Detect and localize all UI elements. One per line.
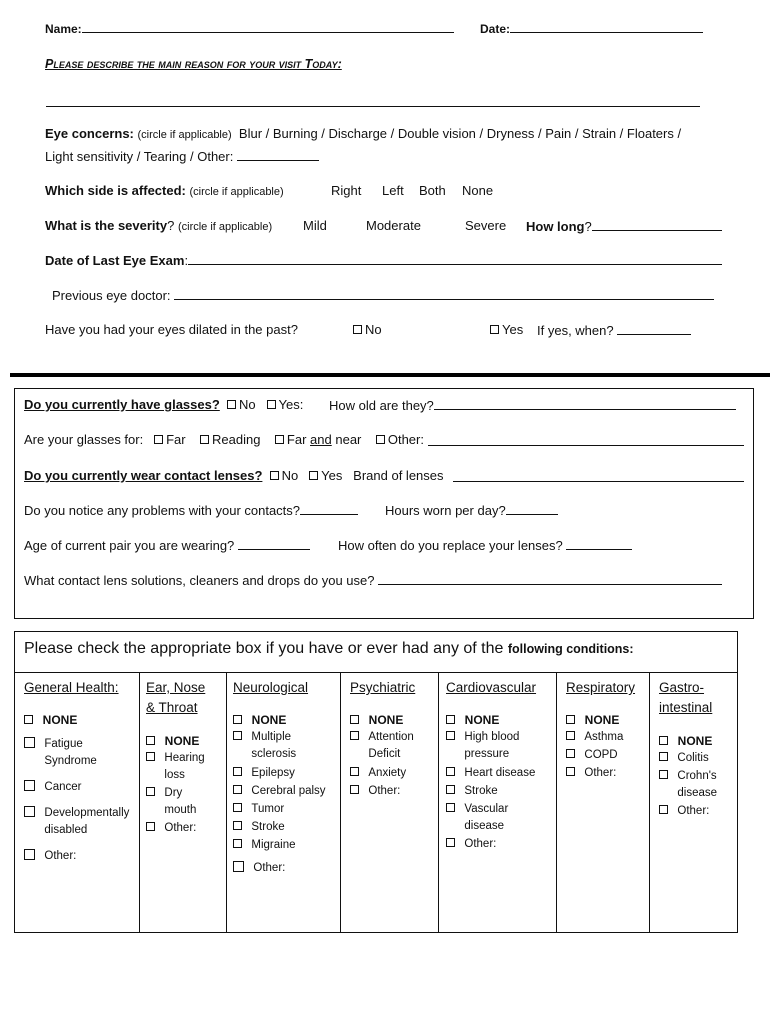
condition-label: Syndrome: [44, 755, 97, 767]
resp-none[interactable]: [566, 712, 619, 729]
condition-label-group: [368, 729, 413, 763]
conditions-table: [14, 631, 738, 933]
replace-field[interactable]: [338, 537, 632, 553]
checkbox-icon[interactable]: [200, 435, 209, 444]
checkbox-icon[interactable]: [376, 435, 385, 444]
checkbox-icon[interactable]: [566, 715, 575, 724]
contacts-question: Do you currently wear contact lenses?: [24, 468, 263, 483]
col-cardio-head: Cardiovascular: [446, 680, 537, 695]
eye-concerns-note: (circle if applicable): [137, 129, 232, 141]
condition-label-group: [164, 785, 196, 819]
eye-concerns-options[interactable]: Blur / Burning / Discharge / Double vision / Dryness / Pain / Strain / Floaters /: [238, 126, 682, 141]
col-ent-head: [146, 678, 205, 718]
condition-label-group: [44, 805, 129, 839]
glasses-for-label: Are your glasses for:: [24, 432, 144, 447]
ent-dry-mouth[interactable]: [146, 785, 196, 819]
general-fatigue[interactable]: [24, 736, 97, 770]
checkbox-icon[interactable]: [659, 805, 668, 814]
condition-label: NONE: [42, 713, 78, 727]
dilated-when-field[interactable]: [537, 322, 691, 338]
checkbox-icon[interactable]: [233, 821, 242, 830]
condition-label: Multiple: [251, 731, 292, 743]
reason-line[interactable]: [46, 94, 700, 107]
side-label: Which side is affected: [45, 183, 182, 198]
condition-label: Fatigue: [44, 738, 83, 750]
checkbox-icon[interactable]: [154, 435, 163, 444]
severity-label: What is the severity: [45, 218, 168, 233]
name-label: Name:: [45, 22, 82, 36]
neuro-tumor[interactable]: [233, 801, 284, 818]
name-field[interactable]: [45, 20, 454, 36]
resp-other[interactable]: [566, 765, 616, 782]
psych-attention-deficit[interactable]: [350, 729, 414, 763]
condition-label: Other:: [253, 862, 286, 874]
checkbox-icon[interactable]: [353, 325, 362, 334]
side-note: (circle if applicable): [189, 186, 284, 198]
checkbox-icon[interactable]: [270, 471, 279, 480]
date-label: Date:: [480, 22, 511, 36]
condition-label: Other:: [164, 822, 197, 834]
checkbox-icon[interactable]: [446, 731, 455, 740]
glasses-for-far-near[interactable]: Far and near: [286, 432, 362, 447]
condition-label: pressure: [464, 748, 510, 760]
checkbox-icon[interactable]: [350, 731, 359, 740]
condition-label: sclerosis: [251, 748, 297, 760]
how-long-field[interactable]: How long?: [526, 218, 722, 234]
gi-other[interactable]: [659, 803, 709, 820]
condition-label: Anxiety: [368, 767, 407, 779]
checkbox-icon[interactable]: [446, 838, 455, 847]
neuro-epilepsy[interactable]: [233, 765, 295, 782]
condition-label-group: [164, 750, 204, 784]
glasses-for-row: [24, 432, 424, 447]
contacts-no[interactable]: No: [281, 468, 299, 483]
checkbox-icon[interactable]: [146, 787, 155, 796]
last-exam-label: Date of Last Eye Exam: [45, 253, 185, 268]
condition-label-group: [251, 729, 296, 763]
ent-other[interactable]: [146, 820, 196, 837]
checkbox-icon[interactable]: [24, 806, 35, 817]
checkbox-icon[interactable]: [233, 785, 242, 794]
severity-severe[interactable]: Severe: [465, 218, 507, 233]
condition-label: Other:: [44, 850, 77, 862]
gi-colitis[interactable]: [659, 750, 709, 767]
previous-doctor-line[interactable]: [174, 287, 714, 300]
resp-copd[interactable]: [566, 747, 618, 764]
dilated-when-label: If yes, when?: [537, 323, 614, 338]
section-divider: [10, 373, 770, 377]
col-psych-head: Psychiatric: [350, 680, 416, 695]
checkbox-icon[interactable]: [566, 767, 575, 776]
condition-label: Asthma: [584, 731, 624, 743]
column-divider: [649, 672, 650, 932]
side-none[interactable]: None: [462, 183, 494, 198]
condition-label: mouth: [164, 804, 197, 816]
col-gi-head: [659, 678, 712, 718]
condition-label: Developmentally: [44, 807, 130, 819]
glasses-for-other[interactable]: Other:: [387, 432, 424, 447]
contacts-problems-label: Do you notice any problems with your contacts?: [24, 503, 301, 518]
severity-note: (circle if applicable): [177, 221, 273, 233]
condition-label: intestinal: [659, 700, 713, 715]
contacts-problems-field[interactable]: [24, 502, 358, 518]
date-field[interactable]: [480, 20, 703, 36]
general-developmental[interactable]: [24, 805, 129, 839]
dilated-no[interactable]: No: [353, 322, 382, 337]
gi-none[interactable]: [659, 733, 712, 750]
neuro-cerebral-palsy[interactable]: [233, 783, 326, 800]
checkbox-icon[interactable]: [490, 325, 499, 334]
table-header-divider: [15, 672, 737, 673]
previous-doctor-label: Previous eye doctor:: [52, 288, 171, 303]
glasses-yes[interactable]: Yes:: [278, 397, 304, 412]
condition-label: NONE: [251, 713, 287, 727]
cardio-other[interactable]: [446, 836, 496, 853]
checkbox-icon[interactable]: [24, 737, 35, 748]
checkbox-icon[interactable]: [446, 785, 455, 794]
eye-concerns-options-2[interactable]: Light sensitivity / Tearing / Other:: [45, 149, 234, 164]
last-exam-line[interactable]: [188, 252, 722, 265]
neuro-none[interactable]: [233, 712, 286, 729]
cardio-none[interactable]: [446, 712, 499, 729]
checkbox-icon[interactable]: [566, 731, 575, 740]
checkbox-icon[interactable]: [233, 839, 242, 848]
glasses-no[interactable]: No: [239, 397, 256, 412]
checkbox-icon[interactable]: [350, 715, 359, 724]
checkbox-icon[interactable]: [309, 471, 318, 480]
brand-label: Brand of lenses: [353, 468, 444, 483]
checkbox-icon[interactable]: [350, 767, 359, 776]
solutions-label: What contact lens solutions, cleaners and drops do you use?: [24, 573, 375, 588]
contacts-row: [24, 468, 444, 483]
condition-label: Other:: [677, 805, 710, 817]
cardio-stroke[interactable]: [446, 783, 498, 800]
condition-label: Other:: [584, 767, 617, 779]
column-divider: [556, 672, 557, 932]
hours-label: Hours worn per day?: [385, 503, 506, 518]
severity-row: What is the severity? (circle if applicable): [45, 218, 273, 233]
pair-age-label: Age of current pair you are wearing?: [24, 538, 235, 553]
condition-label-group: [464, 729, 519, 763]
condition-label: Dry: [164, 787, 183, 799]
contacts-problems-line[interactable]: [300, 502, 358, 515]
ent-hearing-loss[interactable]: [146, 750, 205, 784]
condition-label: disease: [677, 787, 718, 799]
col-resp-head: Respiratory: [566, 680, 636, 695]
side-left[interactable]: Left: [382, 183, 404, 198]
condition-label: Other:: [464, 838, 497, 850]
glasses-age-line[interactable]: [434, 397, 736, 410]
psych-none[interactable]: [350, 712, 403, 729]
condition-label: High blood: [464, 731, 520, 743]
side-row: Which side is affected: (circle if applicable): [45, 183, 284, 198]
checkbox-icon[interactable]: [233, 715, 242, 724]
condition-label: Vascular: [464, 803, 509, 815]
eye-concerns-label: Eye concerns: [45, 126, 130, 141]
condition-label: Colitis: [677, 752, 709, 764]
solutions-field[interactable]: [24, 572, 722, 588]
how-long-line[interactable]: [592, 218, 722, 231]
cardio-high-bp[interactable]: [446, 729, 519, 763]
severity-moderate[interactable]: Moderate: [366, 218, 421, 233]
glasses-for-reading[interactable]: Reading: [212, 432, 261, 447]
general-other[interactable]: [24, 848, 76, 865]
condition-label: Hearing: [164, 752, 205, 764]
glasses-question: Do you currently have glasses?: [24, 397, 220, 412]
condition-label: Other:: [368, 785, 401, 797]
last-exam-field[interactable]: Date of Last Eye Exam:: [45, 252, 722, 268]
dilated-yes[interactable]: Yes: [490, 322, 523, 337]
checkbox-icon[interactable]: [659, 736, 668, 745]
dilated-question: Have you had your eyes dilated in the past?: [45, 322, 298, 337]
checkbox-icon[interactable]: [659, 770, 668, 779]
condition-label: NONE: [584, 713, 620, 727]
condition-label: Stroke: [464, 785, 498, 797]
general-none[interactable]: [24, 712, 77, 729]
name-line[interactable]: [82, 20, 454, 33]
contacts-yes[interactable]: Yes: [321, 468, 343, 483]
condition-label-group: [677, 768, 717, 802]
eye-concerns-row2: [45, 148, 319, 164]
checkbox-icon[interactable]: [350, 785, 359, 794]
condition-label: NONE: [464, 713, 500, 727]
condition-label: NONE: [368, 713, 404, 727]
resp-asthma[interactable]: [566, 729, 623, 746]
pair-age-line[interactable]: [238, 537, 310, 550]
condition-label: Tumor: [251, 803, 285, 815]
condition-label: NONE: [164, 734, 200, 748]
condition-label: Cerebral palsy: [251, 785, 326, 797]
col-general-health-head: General Health:: [24, 680, 119, 695]
glasses-age-label: How old are they?: [329, 398, 434, 413]
checkbox-icon[interactable]: [446, 803, 455, 812]
condition-label: disabled: [44, 824, 88, 836]
checkbox-icon[interactable]: [233, 861, 244, 872]
condition-label: Heart disease: [464, 767, 536, 779]
conditions-title: Please check the appropriate box if you have or ever had any of the following conditions:: [24, 640, 634, 657]
glasses-row: [24, 397, 303, 412]
neuro-migraine[interactable]: [233, 837, 296, 854]
side-both[interactable]: Both: [419, 183, 446, 198]
neuro-stroke[interactable]: [233, 819, 285, 836]
hours-field[interactable]: [385, 502, 558, 518]
checkbox-icon[interactable]: [659, 752, 668, 761]
eye-concerns-row: Eye concerns: (circle if applicable) Blur / Burning / Discharge / Double vision / Dryness / Pain / Strain / Floaters /: [45, 126, 682, 141]
checkbox-icon[interactable]: [267, 400, 276, 409]
column-divider: [226, 672, 227, 932]
side-right[interactable]: Right: [331, 183, 362, 198]
condition-label-group: [44, 736, 96, 770]
psych-anxiety[interactable]: [350, 765, 406, 782]
condition-label: & Throat: [146, 700, 198, 715]
glasses-other-line[interactable]: [428, 432, 744, 446]
gi-crohns[interactable]: [659, 768, 717, 802]
dilated-when-line[interactable]: [617, 322, 691, 335]
glasses-age-field[interactable]: [329, 397, 736, 413]
cardio-vascular[interactable]: [446, 801, 508, 835]
checkbox-icon[interactable]: [275, 435, 284, 444]
col-neuro-head: Neurological: [233, 680, 309, 695]
condition-label-group: [464, 801, 508, 835]
condition-label: disease: [464, 820, 505, 832]
replace-line[interactable]: [566, 537, 632, 550]
neuro-other[interactable]: [233, 860, 285, 877]
checkbox-icon[interactable]: [24, 849, 35, 860]
checkbox-icon[interactable]: [24, 780, 35, 791]
checkbox-icon[interactable]: [24, 715, 33, 724]
general-cancer[interactable]: [24, 779, 81, 796]
checkbox-icon[interactable]: [566, 749, 575, 758]
neuro-ms[interactable]: [233, 729, 296, 763]
checkbox-icon[interactable]: [233, 767, 242, 776]
checkbox-icon[interactable]: [446, 767, 455, 776]
hours-line[interactable]: [506, 502, 558, 515]
date-line[interactable]: [510, 20, 703, 33]
condition-label: Attention: [368, 731, 414, 743]
checkbox-icon[interactable]: [146, 822, 155, 831]
psych-other[interactable]: [350, 783, 400, 800]
checkbox-icon[interactable]: [446, 715, 455, 724]
condition-label: NONE: [677, 734, 713, 748]
condition-label: loss: [164, 769, 185, 781]
condition-label: Epilepsy: [251, 767, 295, 779]
condition-label: Deficit: [368, 748, 401, 760]
checkbox-icon[interactable]: [146, 736, 155, 745]
replace-label: How often do you replace your lenses?: [338, 538, 563, 553]
ent-none[interactable]: [146, 733, 199, 750]
checkbox-icon[interactable]: [233, 803, 242, 812]
condition-label: COPD: [584, 749, 618, 761]
condition-label: Ear, Nose: [146, 680, 206, 695]
condition-label: Stroke: [251, 821, 285, 833]
checkbox-icon[interactable]: [146, 752, 155, 761]
condition-label: Gastro-: [659, 680, 705, 695]
reason-prompt: Please describe the main reason for your visit Today:: [45, 57, 342, 71]
cardio-heart-disease[interactable]: [446, 765, 535, 782]
condition-label: Cancer: [44, 781, 82, 793]
checkbox-icon[interactable]: [227, 400, 236, 409]
condition-label: Crohn's: [677, 770, 717, 782]
brand-line[interactable]: [453, 468, 744, 482]
solutions-line[interactable]: [378, 572, 722, 585]
glasses-for-far[interactable]: Far: [166, 432, 186, 447]
severity-mild[interactable]: Mild: [303, 218, 327, 233]
previous-doctor-field[interactable]: [52, 287, 714, 303]
pair-age-field[interactable]: [24, 537, 310, 553]
column-divider: [438, 672, 439, 932]
how-long-label: How long: [526, 219, 585, 234]
eye-concerns-other-line[interactable]: [237, 148, 319, 161]
column-divider: [340, 672, 341, 932]
column-divider: [139, 672, 140, 932]
checkbox-icon[interactable]: [233, 731, 242, 740]
condition-label: Migraine: [251, 839, 296, 851]
